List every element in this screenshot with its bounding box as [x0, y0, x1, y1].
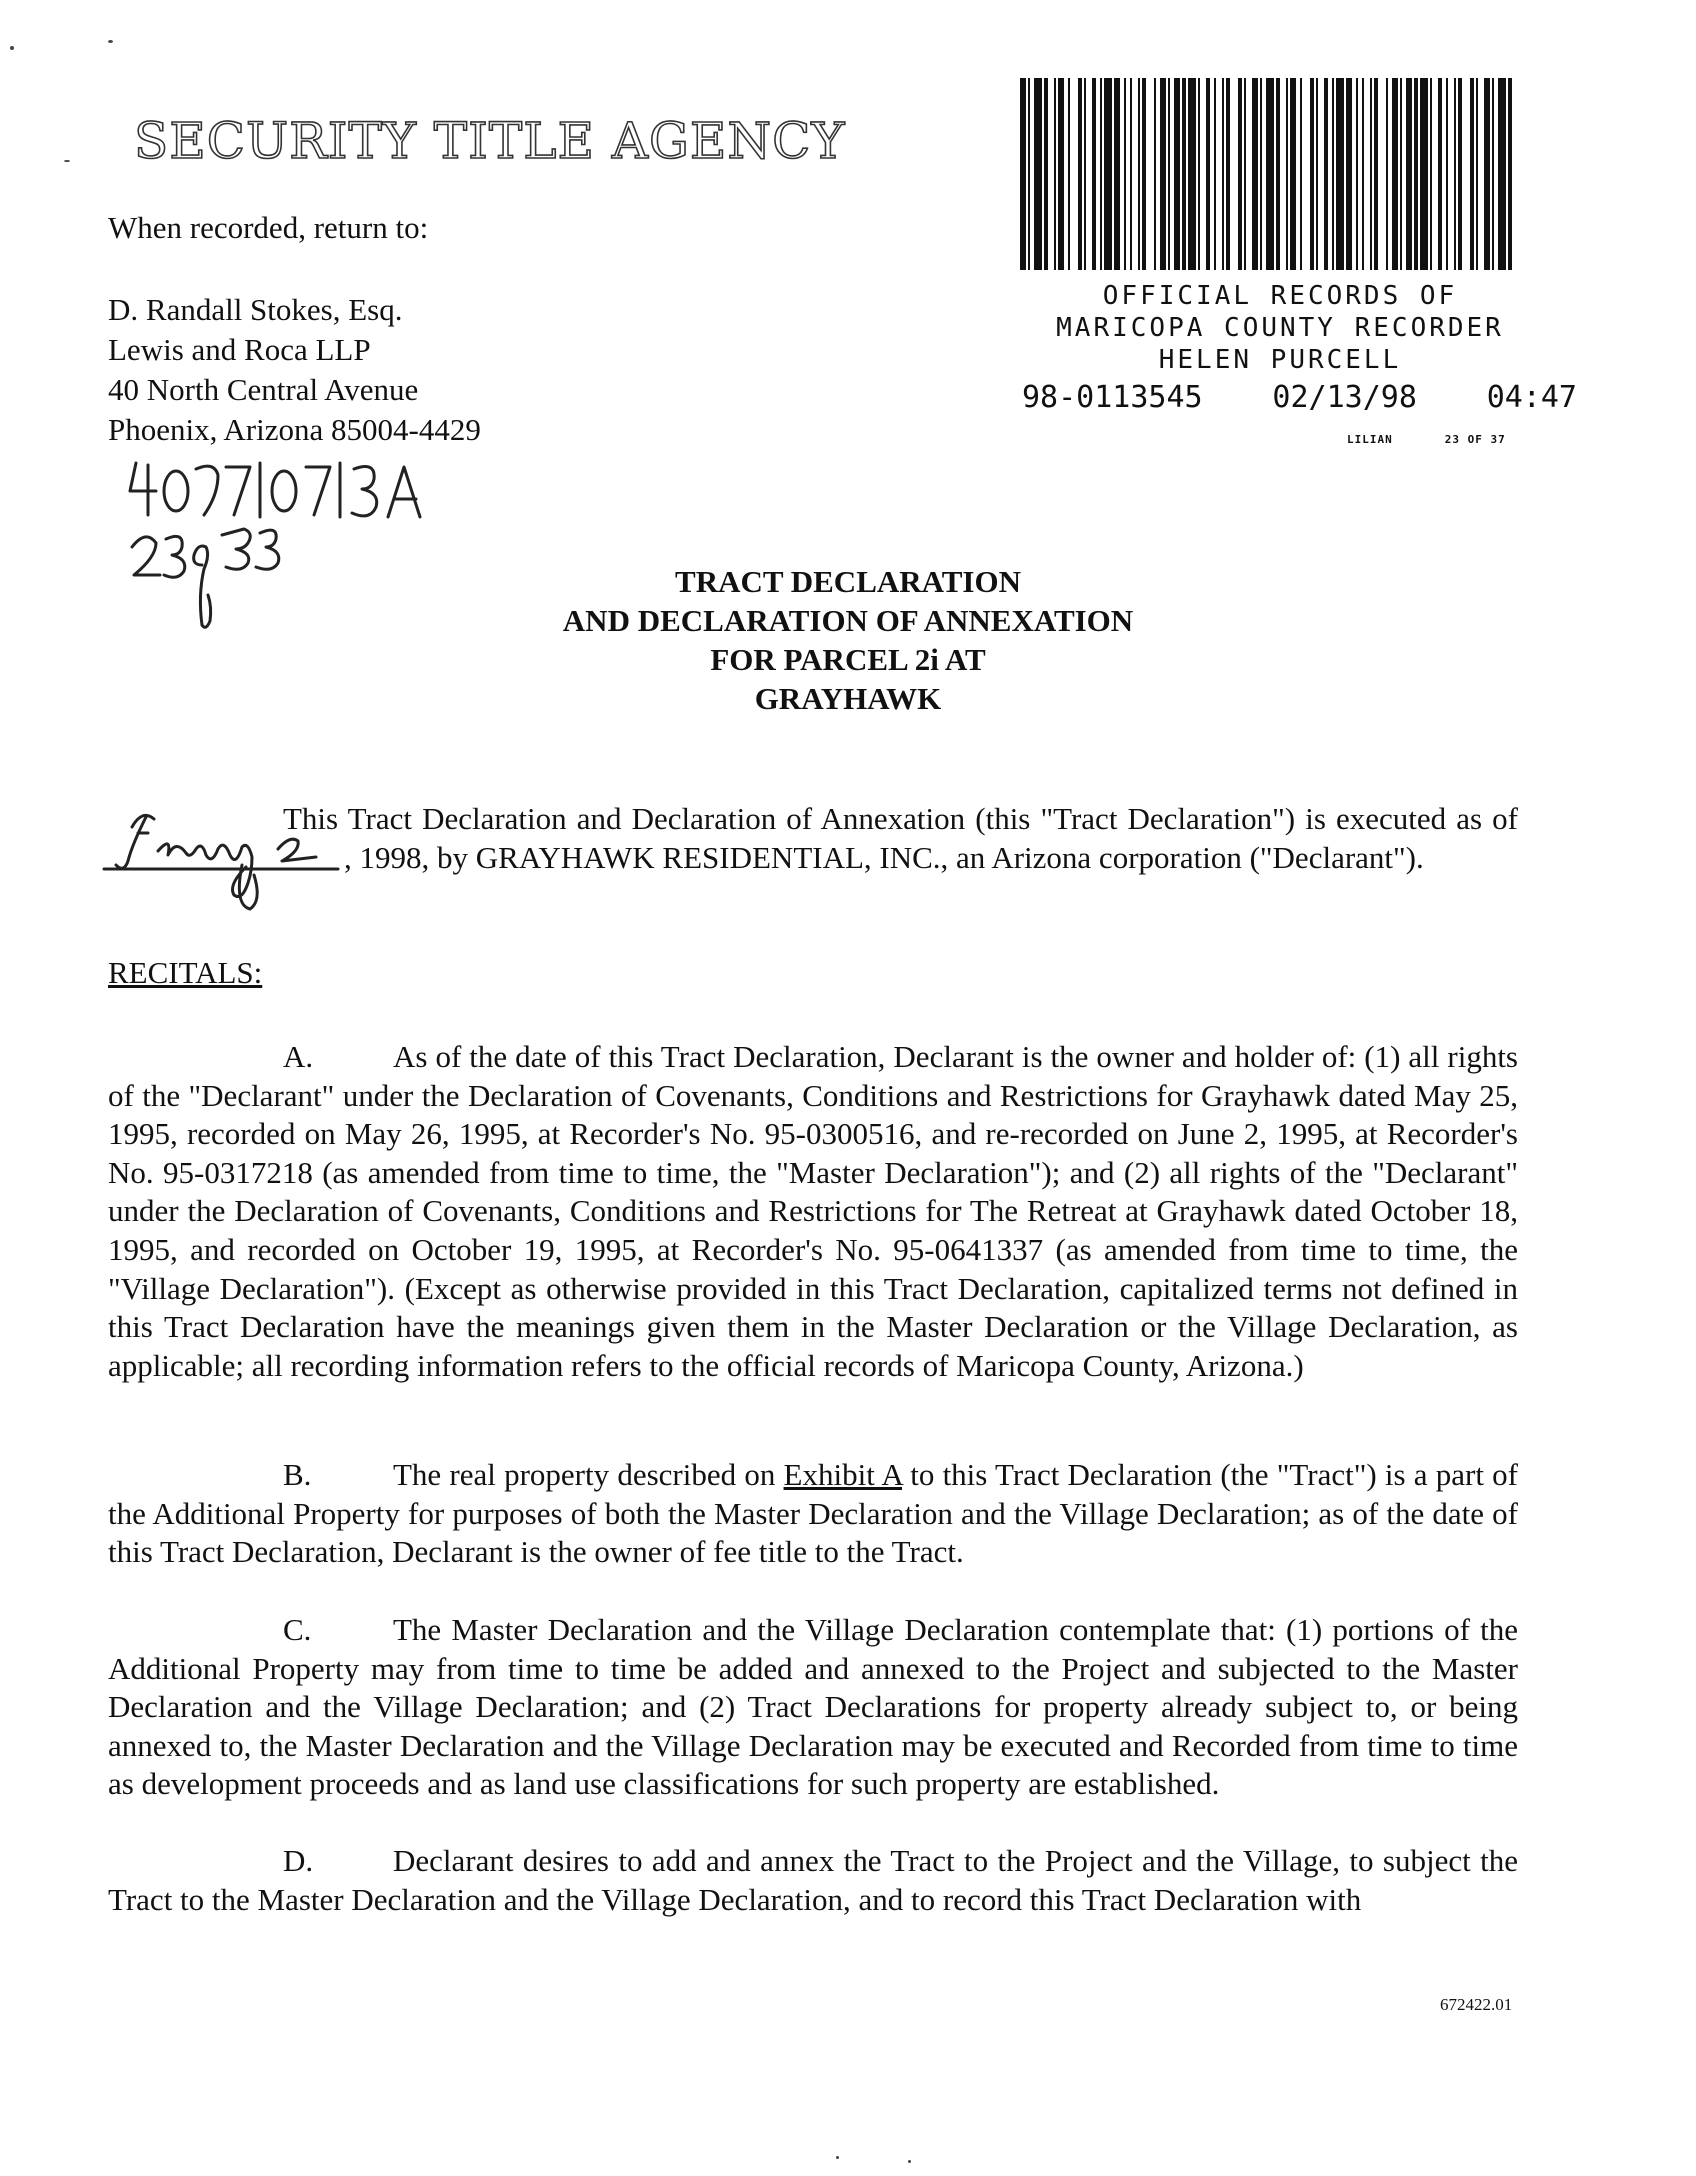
- address-line: D. Randall Stokes, Esq.: [108, 292, 403, 327]
- title-line: FOR PARCEL 2i AT: [710, 642, 986, 677]
- return-to-label: When recorded, return to:: [108, 210, 429, 245]
- barcode-bar: [1252, 78, 1258, 270]
- intro-paragraph: [108, 800, 1518, 877]
- barcode-bar: [1266, 78, 1274, 270]
- barcode-bar: [1438, 78, 1442, 270]
- clerk-name: LILIAN: [1347, 433, 1393, 446]
- scan-speck: [10, 46, 14, 50]
- barcode-bar: [1414, 78, 1418, 270]
- scan-speck: [108, 40, 113, 43]
- barcode-bar: [1346, 78, 1352, 270]
- barcode-bar: [1124, 78, 1126, 270]
- address-line: Phoenix, Arizona 85004-4429: [108, 412, 481, 447]
- recital-d: [108, 1842, 1518, 1919]
- barcode-bar: [1206, 78, 1210, 270]
- barcode: [1020, 78, 1512, 270]
- intro-text-continued: , 1998, by GRAYHAWK RESIDENTIAL, INC., an Arizona corporation ("Declarant").: [344, 839, 1424, 875]
- barcode-bar: [1286, 78, 1288, 270]
- barcode-bar: [1336, 78, 1344, 270]
- barcode-bar: [1154, 78, 1156, 270]
- barcode-bar: [1198, 78, 1200, 270]
- page-of: 23 OF 37: [1444, 433, 1506, 446]
- barcode-bar: [1174, 78, 1180, 270]
- barcode-bar: [1138, 78, 1140, 270]
- barcode-bar: [1386, 78, 1388, 270]
- recording-date: 02/13/98: [1272, 380, 1417, 415]
- barcode-bar: [1310, 78, 1314, 270]
- barcode-bar: [1168, 78, 1170, 270]
- scan-speck: [836, 2156, 839, 2159]
- barcode-bar: [1392, 78, 1398, 270]
- recital-letter: C.: [283, 1612, 312, 1647]
- barcode-bar: [1068, 78, 1070, 270]
- barcode-bar: [1430, 78, 1432, 270]
- barcode-bar: [1078, 78, 1082, 270]
- recital-b: [108, 1456, 1518, 1572]
- barcode-bar: [1316, 78, 1318, 270]
- handwritten-date: [102, 805, 352, 915]
- barcode-bar: [1260, 78, 1262, 270]
- recorder-line: OFFICIAL RECORDS OF: [1102, 281, 1458, 311]
- barcode-bar: [1084, 78, 1086, 270]
- barcode-bar: [1406, 78, 1412, 270]
- recital-text-continued: to this Tract Declaration (the "Tract") is a part of the Additional Property for purposes of both the Master Declaration and the Village Declaration; as of the date of this Tract Declaration, Declarant is the owner of fee title to the Tract.: [108, 1457, 1519, 1570]
- recorder-line: HELEN PURCELL: [1158, 345, 1402, 375]
- barcode-bar: [1020, 78, 1026, 270]
- title-line: GRAYHAWK: [754, 681, 942, 716]
- recital-letter: A.: [283, 1039, 314, 1074]
- document-number: 98-0113545: [1022, 380, 1203, 415]
- recitals-heading: RECITALS:: [108, 955, 263, 990]
- barcode-bar: [1470, 78, 1474, 270]
- address-line: 40 North Central Avenue: [108, 372, 419, 407]
- barcode-bar: [1214, 78, 1216, 270]
- recital-letter: D.: [283, 1843, 314, 1878]
- recording-clerk-line: [1347, 433, 1558, 446]
- barcode-bar: [1476, 78, 1478, 270]
- barcode-bar: [1028, 78, 1030, 270]
- barcode-bar: [1400, 78, 1402, 270]
- recital-c: [108, 1611, 1518, 1804]
- return-address: [108, 290, 481, 450]
- barcode-bar: [1332, 78, 1334, 270]
- barcode-bar: [1276, 78, 1280, 270]
- barcode-bar: [1362, 78, 1364, 270]
- barcode-bar: [1238, 78, 1242, 270]
- barcode-bar: [1300, 78, 1302, 270]
- barcode-bar: [1492, 78, 1494, 270]
- document-title: [0, 562, 1696, 718]
- barcode-bar: [1130, 78, 1132, 270]
- barcode-bar: [1454, 78, 1456, 270]
- address-line: Lewis and Roca LLP: [108, 332, 371, 367]
- footer-document-number: 672422.01: [1440, 1995, 1513, 2014]
- handwritten-date-field: [108, 843, 344, 877]
- recital-text: The real property described on: [393, 1457, 776, 1492]
- agency-stamp: SECURITY TITLE AGENCY: [134, 112, 846, 170]
- barcode-bar: [1290, 78, 1296, 270]
- barcode-bar: [1182, 78, 1186, 270]
- barcode-bar: [1226, 78, 1230, 270]
- handwritten-file-number: [126, 455, 436, 525]
- scan-speck: [908, 2160, 911, 2163]
- barcode-bar: [1160, 78, 1166, 270]
- barcode-bar: [1484, 78, 1490, 270]
- barcode-bar: [1446, 78, 1448, 270]
- barcode-bar: [1142, 78, 1146, 270]
- recording-time: 04:47: [1486, 380, 1577, 415]
- barcode-bar: [1244, 78, 1246, 270]
- intro-text: This Tract Declaration and Declaration of Annexation (this "Tract Declaration") is executed as of: [283, 801, 1518, 836]
- barcode-bar: [1104, 78, 1112, 270]
- barcode-bar: [1356, 78, 1358, 270]
- recital-text: The Master Declaration and the Village Declaration contemplate that: (1) portions of the Additional Property may from time to time be added and annexed to the Project and subjected to the Master Declaration and the Village Declaration; and (2) Tract Declarations for property already subject to, or being annexed to, the Master Declaration and the Village Declaration may be executed and Recorded from time to time as development proceeds and as land use classifications for such property are established.: [108, 1612, 1518, 1802]
- barcode-bar: [1114, 78, 1120, 270]
- recital-text: Declarant desires to add and annex the Tract to the Project and the Village, to subject the Tract to the Master Declaration and the Village Declaration, and to record this Tract Declaration with: [108, 1843, 1518, 1917]
- scan-speck: [64, 160, 70, 162]
- barcode-bar: [1370, 78, 1372, 270]
- recording-stamp: [1022, 380, 1577, 415]
- barcode-bar: [1420, 78, 1428, 270]
- barcode-bar: [1324, 78, 1328, 270]
- barcode-bar: [1498, 78, 1506, 270]
- barcode-bar: [1508, 78, 1512, 270]
- barcode-bar: [1058, 78, 1064, 270]
- barcode-bar: [1100, 78, 1102, 270]
- exhibit-reference: Exhibit A: [783, 1457, 903, 1492]
- barcode-bar: [1374, 78, 1378, 270]
- recital-text: As of the date of this Tract Declaration, Declarant is the owner and holder of: (1) all rights of the "Declarant" under the Declaration of Covenants, Conditions and Restrictions for Grayhawk dated May 25, 1995, recorded on May 26, 1995, at Recorder's No. 95-0300516, and re-recorded on June 2, 1995, at Recorder's No. 95-0317218 (as amended from time to time, the "Master Declaration"); and (2) all rights of the "Declarant" under the Declaration of Covenants, Conditions and Restrictions for The Retreat at Grayhawk dated October 18, 1995, and recorded on October 19, 1995, at Recorder's No. 95-0641337 (as amended from time to time, the "Village Declaration"). (Except as otherwise provided in this Tract Declaration, capitalized terms not defined in this Tract Declaration have the meanings given them in the Master Declaration or the Village Declaration, as applicable; all recording information refers to the official records of Maricopa County, Arizona.): [108, 1039, 1518, 1383]
- recorder-line: MARICOPA COUNTY RECORDER: [1056, 313, 1504, 343]
- barcode-bar: [1188, 78, 1196, 270]
- barcode-bar: [1044, 78, 1048, 270]
- barcode-bar: [1092, 78, 1096, 270]
- barcode-bar: [1054, 78, 1056, 270]
- barcode-bar: [1222, 78, 1224, 270]
- title-line: AND DECLARATION OF ANNEXATION: [562, 603, 1134, 638]
- recital-a: [108, 1038, 1518, 1385]
- barcode-bar: [1034, 78, 1042, 270]
- recital-letter: B.: [283, 1457, 312, 1492]
- recorder-block: [1000, 280, 1560, 376]
- title-line: TRACT DECLARATION: [675, 564, 1021, 599]
- barcode-bar: [1458, 78, 1462, 270]
